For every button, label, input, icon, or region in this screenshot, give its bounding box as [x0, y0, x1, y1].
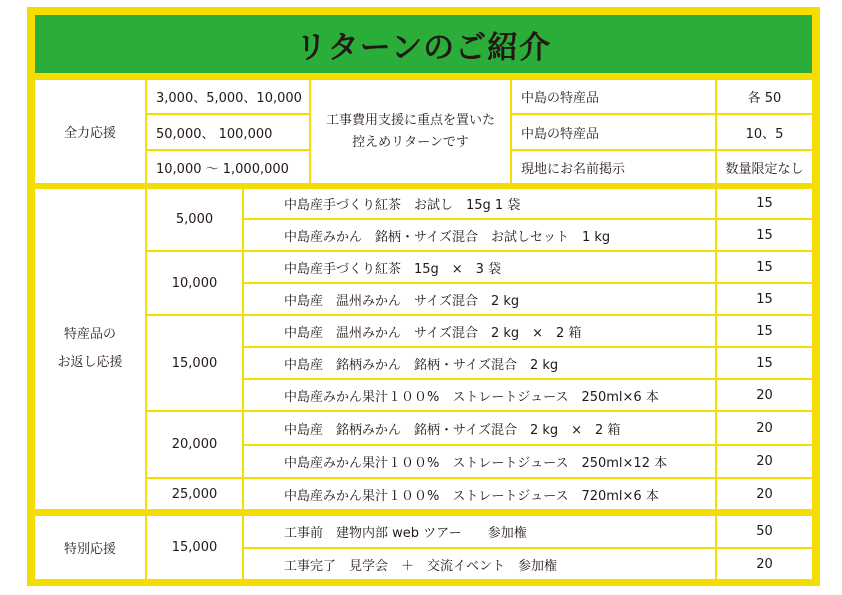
section-label-zenryoku: 全力応援	[35, 80, 145, 183]
item-cell: 中島産みかん 銘柄・サイズ混合 お試しセット 1 kg	[244, 220, 715, 250]
qty-cell: 20	[717, 412, 812, 444]
description-cell	[311, 80, 510, 183]
item-cell: 中島産 銘柄みかん 銘柄・サイズ混合 2 kg	[244, 348, 715, 378]
item-cell: 工事完了 見学会 ＋ 交流イベント 参加権	[244, 549, 715, 579]
page-title: リターンのご紹介	[295, 29, 552, 66]
qty-cell: 15	[717, 316, 812, 346]
item-cell: 中島の特産品	[512, 115, 715, 149]
item-cell: 中島の特産品	[512, 80, 715, 113]
qty-cell: 10、5	[717, 115, 812, 149]
amount-cell: 3,000、5,000、10,000	[147, 80, 309, 113]
item-cell: 現地にお名前掲示	[512, 151, 715, 183]
section-label-line: お返し応援	[57, 355, 123, 370]
item-cell: 中島産みかん果汁１００% ストレートジュース 720ml×6 本	[244, 479, 715, 509]
amount-cell: 15,000	[147, 316, 242, 410]
qty-cell: 15	[717, 220, 812, 250]
amount-cell: 10,000	[147, 252, 242, 314]
qty-cell: 20	[717, 446, 812, 477]
amount-cell: 50,000、 100,000	[147, 115, 309, 149]
item-cell: 中島産手づくり紅茶 15g × 3 袋	[244, 252, 715, 282]
title-banner	[35, 15, 812, 73]
item-cell: 中島産 温州みかん サイズ混合 2 kg × 2 箱	[244, 316, 715, 346]
qty-cell: 20	[717, 479, 812, 509]
amount-cell: 20,000	[147, 412, 242, 477]
item-cell: 中島産みかん果汁１００% ストレートジュース 250ml×12 本	[244, 446, 715, 477]
description-line: 工事費用支援に重点を置いた	[325, 112, 495, 128]
item-cell: 中島産手づくり紅茶 お試し 15g 1 袋	[244, 189, 715, 218]
qty-cell: 各 50	[717, 80, 812, 113]
section-label-tokubetsu: 特別応援	[35, 516, 145, 579]
amount-cell: 15,000	[147, 516, 242, 579]
amount-cell: 5,000	[147, 189, 242, 250]
item-cell: 中島産みかん果汁１００% ストレートジュース 250ml×6 本	[244, 380, 715, 410]
qty-cell: 15	[717, 348, 812, 378]
description-line: 控えめリターンです	[352, 134, 469, 150]
amount-cell: 10,000 〜 1,000,000	[147, 151, 309, 183]
item-cell: 中島産 温州みかん サイズ混合 2 kg	[244, 284, 715, 314]
qty-cell: 数量限定なし	[717, 151, 812, 183]
qty-cell: 50	[717, 516, 812, 547]
section-label-line: 特産品の	[63, 327, 116, 342]
item-cell: 中島産 銘柄みかん 銘柄・サイズ混合 2 kg × 2 箱	[244, 412, 715, 444]
item-cell: 工事前 建物内部 web ツアー 参加権	[244, 516, 715, 547]
amount-cell: 25,000	[147, 479, 242, 509]
section-label-tokusanhin	[35, 189, 145, 509]
qty-cell: 20	[717, 380, 812, 410]
qty-cell: 20	[717, 549, 812, 579]
qty-cell: 15	[717, 189, 812, 218]
qty-cell: 15	[717, 284, 812, 314]
qty-cell: 15	[717, 252, 812, 282]
